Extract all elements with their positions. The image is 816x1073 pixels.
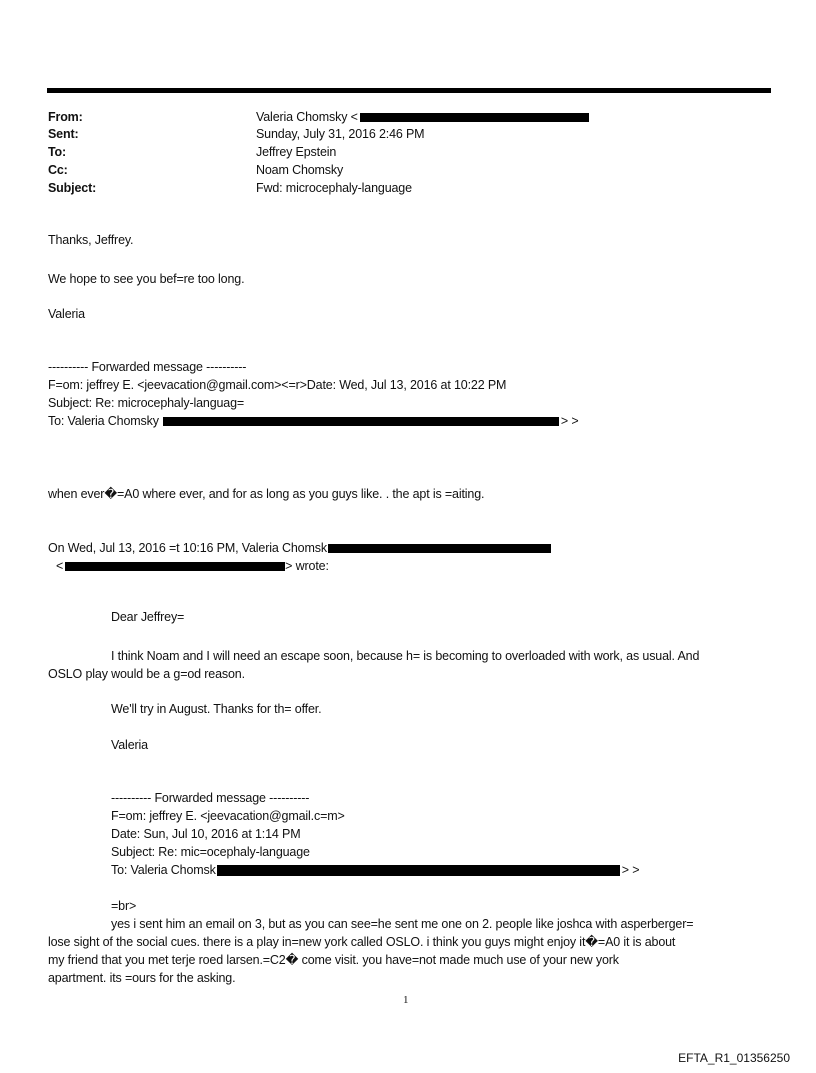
fwd-to-row	[48, 412, 578, 430]
redaction	[360, 113, 589, 122]
body-line: We hope to see you bef=re too long.	[48, 272, 245, 286]
quoted-line: OSLO play would be a g=od reason.	[48, 667, 245, 681]
from-value: Valeria Chomsky <	[256, 110, 358, 124]
fwd-to-tail: > >	[560, 414, 579, 428]
to-label: To:	[48, 145, 67, 159]
quote-header: On Wed, Jul 13, 2016 =t 10:16 PM, Valeria Chomsk	[48, 541, 327, 555]
fwd-subject: Subject: Re: microcephaly-languag=	[48, 396, 245, 410]
fwd-to: To: Valeria Chomsky	[48, 414, 159, 428]
body-line: Thanks, Jeffrey.	[48, 233, 134, 247]
sent-label: Sent:	[48, 127, 79, 141]
redaction	[328, 544, 551, 553]
fwd-from: F=om: jeffrey E. <jeevacation@gmail.com><=r>Date: Wed, Jul 13, 2016 at 10:22 PM	[48, 378, 507, 392]
quote-header-row-2	[56, 557, 329, 575]
redaction	[217, 865, 620, 876]
quoted-greeting: Dear Jeffrey=	[111, 610, 185, 624]
redaction	[163, 417, 559, 426]
quote-header-row	[48, 539, 551, 557]
fwd-date: Date: Sun, Jul 10, 2016 at 1:14 PM	[111, 827, 301, 841]
fwd-to: To: Valeria Chomsk	[111, 863, 216, 877]
fwd-to-row	[111, 861, 639, 879]
quote-header-end: > wrote:	[285, 559, 329, 573]
forwarded-marker: ---------- Forwarded message ----------	[111, 791, 310, 805]
sent-value: Sunday, July 31, 2016 2:46 PM	[256, 127, 425, 141]
quoted-line: I think Noam and I will need an escape soon, because h= is becoming to overloaded with work, as usual. And	[111, 649, 700, 663]
cc-value: Noam Chomsky	[256, 163, 344, 177]
header-rule	[47, 88, 771, 93]
page-number: 1	[403, 994, 409, 1006]
to-value: Jeffrey Epstein	[256, 145, 337, 159]
subject-label: Subject:	[48, 181, 97, 195]
fwd-message: when ever�=A0 where ever, and for as long as you guys like. . the apt is =aiting.	[48, 487, 485, 501]
from-label: From:	[48, 110, 83, 124]
message-line: my friend that you met terje roed larsen.=C2� come visit. you have=not made much use of your new york	[48, 953, 619, 967]
quote-header-start: <	[56, 559, 64, 573]
message-line: yes i sent him an email on 3, but as you can see=he sent me one on 2. people like joshca with asperberger=	[111, 917, 694, 931]
from-row	[256, 108, 589, 126]
cc-label: Cc:	[48, 163, 68, 177]
document-id: EFTA_R1_01356250	[678, 1051, 790, 1065]
message-line: apartment. its =ours for the asking.	[48, 971, 236, 985]
fwd-from: F=om: jeffrey E. <jeevacation@gmail.c=m>	[111, 809, 345, 823]
redaction	[65, 562, 285, 571]
fwd-subject: Subject: Re: mic=ocephaly-language	[111, 845, 310, 859]
message-line: lose sight of the social cues. there is a play in=new york called OSLO. i think you guys might enjoy it�=A0 it is about	[48, 935, 676, 949]
quoted-signature: Valeria	[111, 738, 148, 752]
quoted-line: We'll try in August. Thanks for th= offer.	[111, 702, 322, 716]
br-artifact: =br>	[111, 899, 137, 913]
subject-value: Fwd: microcephaly-language	[256, 181, 412, 195]
body-signature: Valeria	[48, 307, 85, 321]
forwarded-marker: ---------- Forwarded message ----------	[48, 360, 247, 374]
fwd-to-tail: > >	[621, 863, 640, 877]
